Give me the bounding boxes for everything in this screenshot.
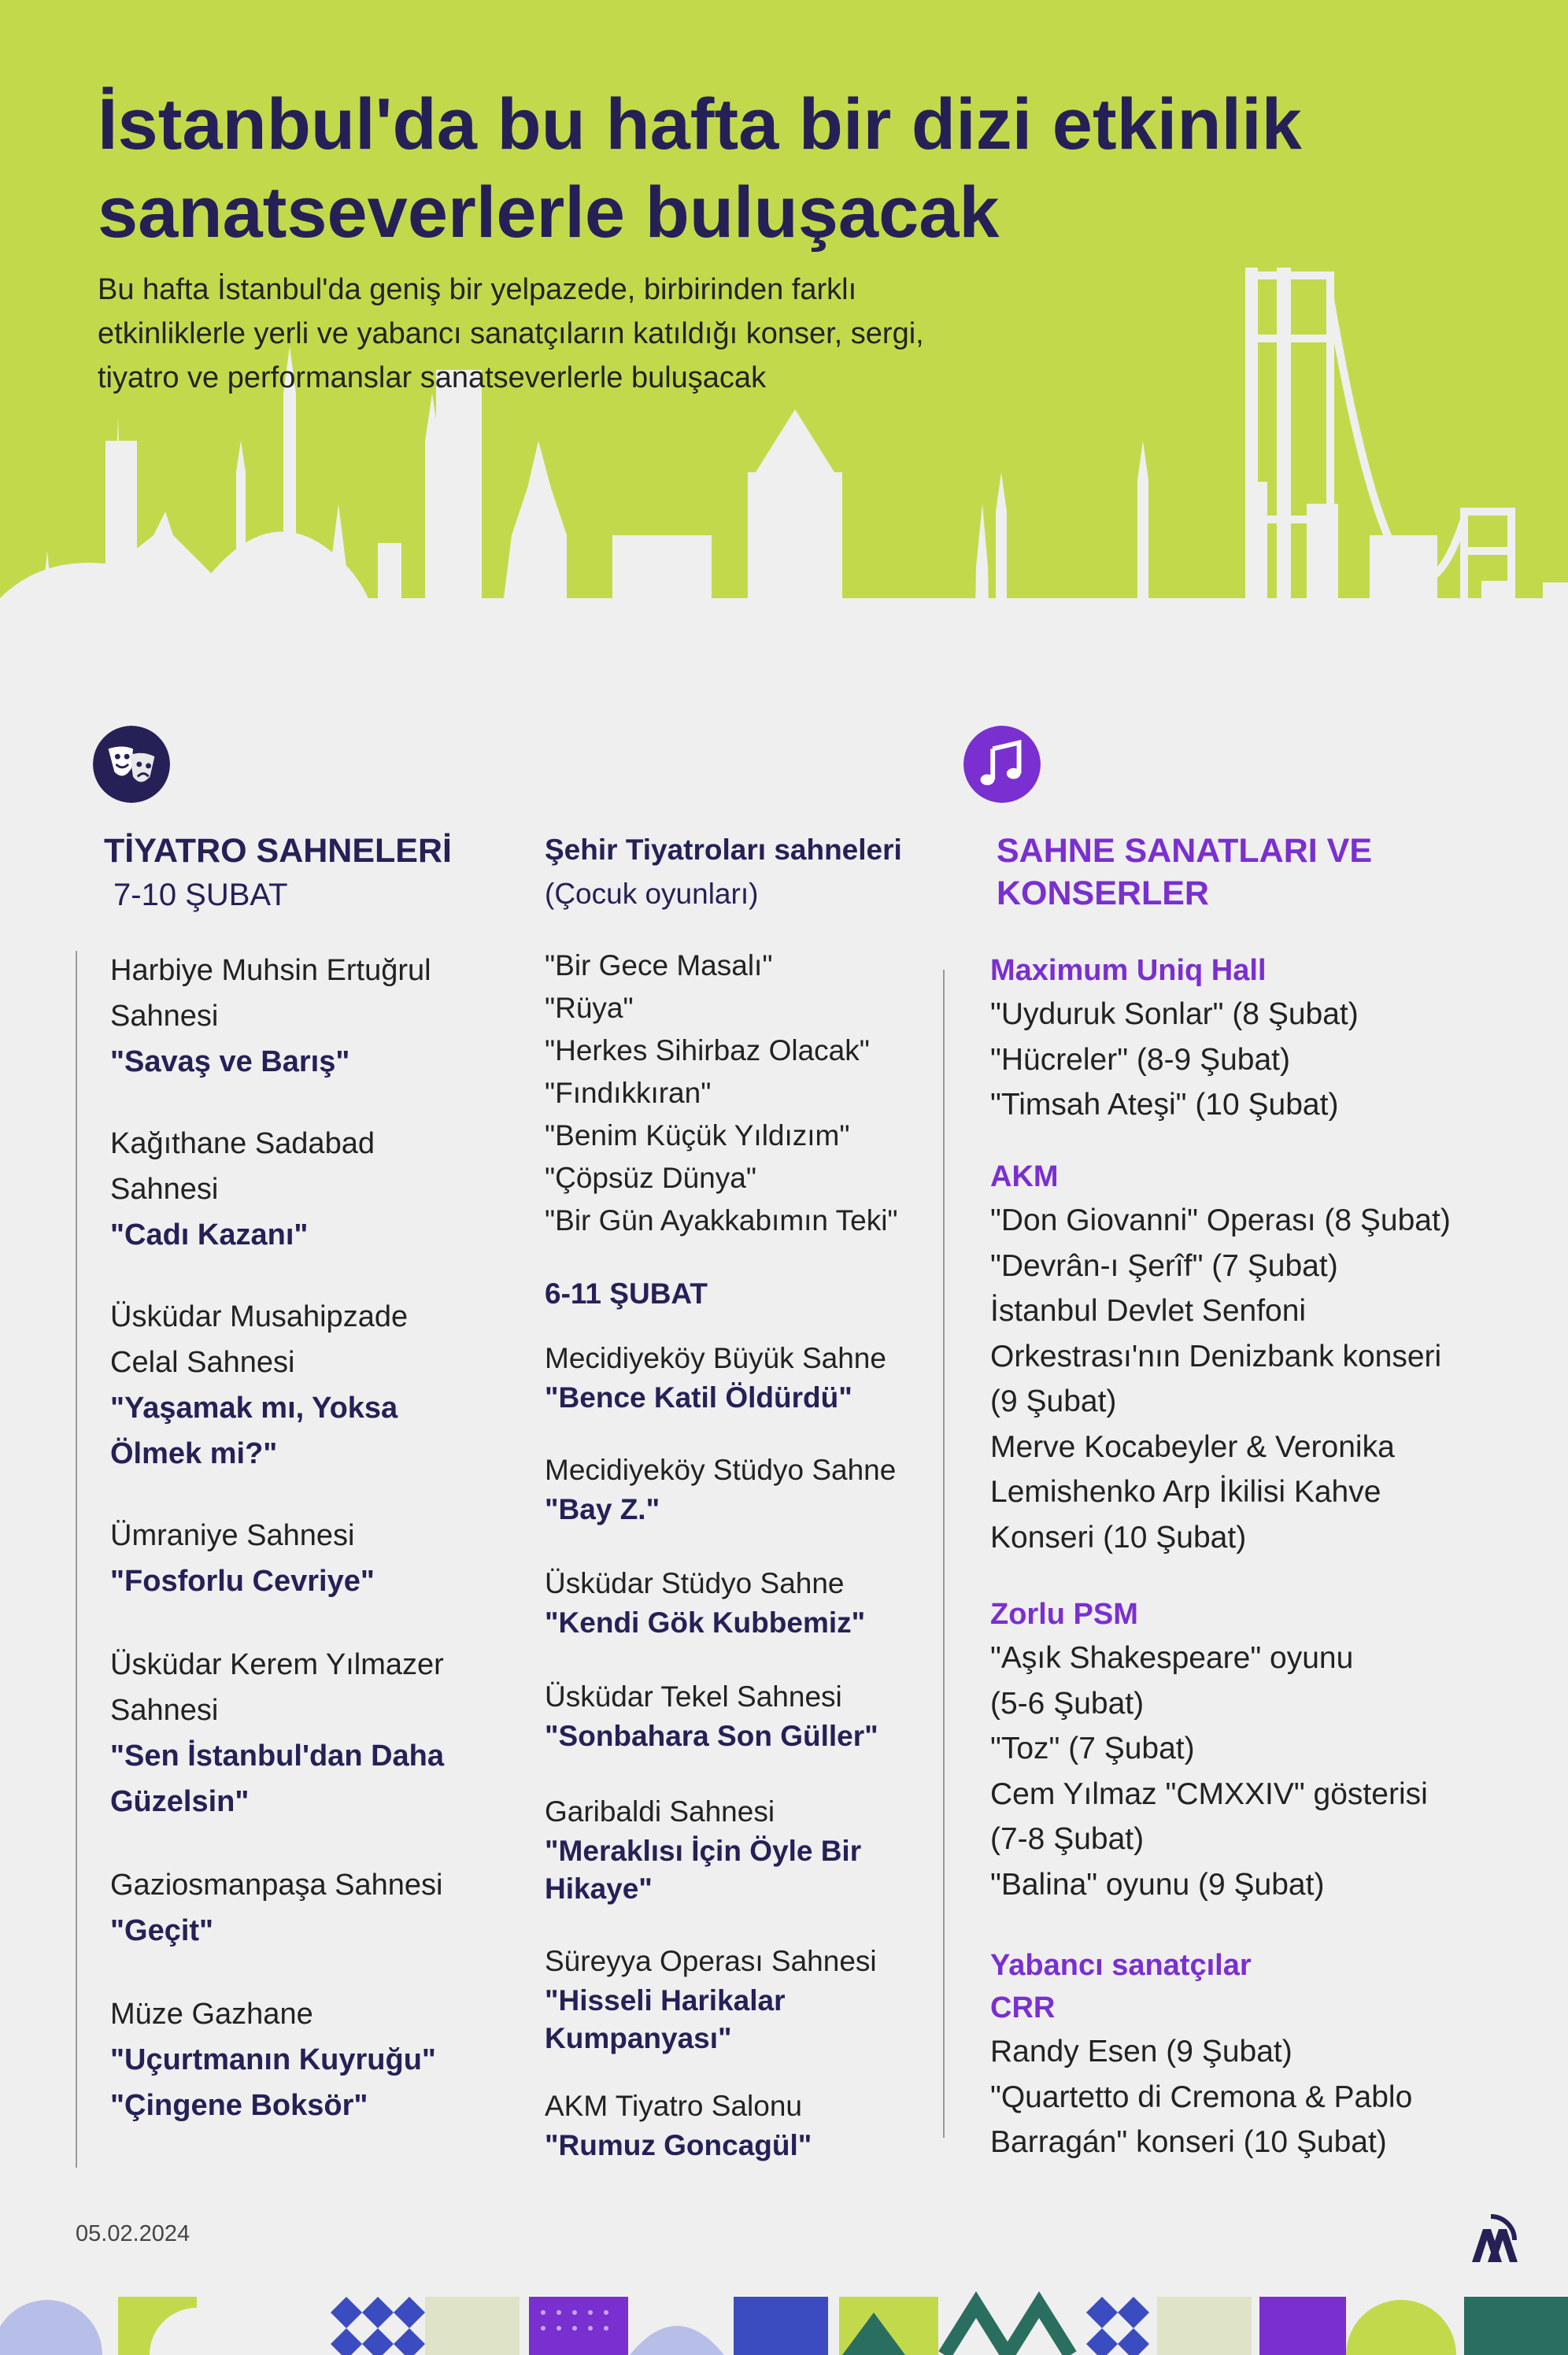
venue-name: Üsküdar Kerem Yılmazer Sahnesi [110, 1648, 444, 1727]
title-line-2: sanatseverlerle buluşacak [98, 172, 1000, 253]
play-title: "Meraklısı İçin Öyle Bir Hikaye" [545, 1835, 862, 1905]
event-line: Lemishenko Arp İkilisi Kahve [990, 1475, 1381, 1509]
event-line: "Quartetto di Cremona & Pablo [990, 2080, 1413, 2114]
venue-name: Ümraniye Sahnesi [110, 1519, 355, 1552]
venue-name: Kağıthane Sadabad Sahnesi [110, 1127, 375, 1206]
page-title [98, 80, 1436, 257]
list-item: "Herkes Sihirbaz Olacak" [545, 1034, 870, 1067]
event-line: (9 Şubat) [990, 1385, 1117, 1418]
list-item [545, 1941, 923, 2057]
list-item: "Bir Gün Ayakkabımın Teki" [545, 1204, 898, 1237]
play-title: "Fosforlu Cevriye" [110, 1565, 375, 1598]
play-title: "Hisseli Harikalar Kumpanyası" [545, 1984, 786, 2054]
venue-name: Üsküdar Stüdyo Sahne [545, 1567, 845, 1599]
concert-venue-block [990, 1155, 1478, 1560]
list-item [545, 1338, 954, 1417]
play-title: "Sonbahara Son Güller" [545, 1720, 878, 1752]
list-item [545, 1677, 954, 1755]
event-line: Cem Yılmaz "CMXXIV" gösterisi [990, 1776, 1428, 1811]
event-line: Randy Esen (9 Şubat) [990, 2035, 1292, 2068]
venue-name: Mecidiyeköy Stüdyo Sahne [545, 1454, 897, 1486]
list-item: "Çöpsüz Dünya" [545, 1162, 756, 1194]
concerts-title-line-1: SAHNE SANATLARI VE [997, 832, 1373, 870]
event-line: "Balina" oyunu (9 Şubat) [990, 1867, 1325, 1902]
event-line: Barragán" konseri (10 Şubat) [990, 2125, 1387, 2159]
play-title: "Bence Katil Öldürdü" [545, 1381, 852, 1414]
event-line: "Don Giovanni" Operası (8 Şubat) [990, 1203, 1451, 1237]
event-line: İstanbul Devlet Senfoni [990, 1294, 1307, 1328]
play-title: "Bay Z." [545, 1493, 660, 1525]
list-item: "Rüya" [545, 992, 634, 1024]
venue-name: Mecidiyeköy Büyük Sahne [545, 1342, 886, 1374]
page-subtitle: Bu hafta İstanbul'da geniş bir yelpazede, birbirinden farklı etkinliklerle yerli ve yabancı sanatçıların katıldığı konser, sergi, tiyatro ve performanslar sanatseverlerle buluşacak [98, 273, 924, 394]
theater-masks-icon [93, 726, 170, 803]
city-date: 6-11 ŞUBAT [545, 1277, 708, 1310]
aa-logo-icon [1463, 2212, 1519, 2268]
list-item [110, 1991, 457, 2128]
title-line-1: İstanbul'da bu hafta bir dizi etkinlik [98, 84, 1302, 165]
event-line: "Uyduruk Sonlar" (8 Şubat) [990, 997, 1359, 1031]
list-item: "Benim Küçük Yıldızım" [545, 1119, 850, 1152]
play-title: "Savaş ve Barış" [110, 1045, 350, 1078]
venue-name: Harbiye Muhsin Ertuğrul Sahnesi [110, 954, 431, 1033]
column-divider [943, 970, 945, 2138]
venue-name: Gaziosmanpaşa Sahnesi [110, 1869, 443, 1902]
list-item [545, 1791, 938, 1908]
venue-name: Maximum Uniq Hall [990, 954, 1267, 987]
column-divider [76, 951, 77, 2168]
event-line: "Aşık Shakespeare" oyunu [990, 1641, 1354, 1675]
event-line: "Devrân-ı Şerîf" (7 Şubat) [990, 1248, 1338, 1283]
event-line: "Timsah Ateşi" (10 Şubat) [990, 1088, 1339, 1122]
venue-name: Müze Gazhane [110, 1998, 313, 2031]
play-title: "Rumuz Goncagül" [545, 2129, 812, 2161]
play-title: "Kendi Gök Kubbemiz" [545, 1606, 866, 1639]
venue-name: Garibaldi Sahnesi [545, 1795, 775, 1828]
event-line: (5-6 Şubat) [990, 1686, 1145, 1721]
play-title: "Geçit" [110, 1914, 214, 1947]
event-line: (7-8 Şubat) [990, 1822, 1145, 1856]
theater-date: 7-10 ŞUBAT [113, 878, 288, 912]
concert-venue-block [990, 949, 1478, 1128]
play-title: "Uçurtmanın Kuyruğu" "Çingene Boksör" [110, 2043, 436, 2122]
list-item: "Fındıkkıran" [545, 1077, 712, 1109]
city-section-subtitle: (Çocuk oyunları) [545, 878, 759, 910]
list-item [545, 1563, 954, 1642]
venue-name: CRR [990, 1991, 1056, 2024]
venue-name: Süreyya Operası Sahnesi [545, 1945, 877, 1977]
list-item [110, 1121, 480, 1258]
event-line: Merve Kocabeyler & Veronika [990, 1429, 1395, 1464]
event-line: Orkestrası'nın Denizbank konseri [990, 1339, 1442, 1373]
venue-name: Yabancı sanatçılar [990, 1949, 1252, 1982]
concert-venue-block [990, 1593, 1478, 1907]
concerts-section-title [997, 830, 1372, 915]
venue-name: AKM [990, 1160, 1059, 1193]
theater-section-title: TİYATRO SAHNELERİ [104, 832, 452, 870]
venue-name: Zorlu PSM [990, 1598, 1138, 1631]
list-item [545, 1450, 954, 1529]
venue-name: AKM Tiyatro Salonu [545, 2090, 802, 2122]
city-section-title: Şehir Tiyatroları sahneleri [545, 834, 902, 866]
list-item [110, 1513, 480, 1604]
list-item [110, 948, 480, 1085]
play-title: "Cadı Kazanı" [110, 1218, 309, 1251]
music-notes-icon [963, 726, 1041, 803]
list-item [110, 1294, 480, 1477]
list-item [110, 1862, 480, 1954]
publish-date: 05.02.2024 [76, 2221, 190, 2246]
event-line: Konseri (10 Şubat) [990, 1520, 1247, 1555]
event-line: "Hücreler" (8-9 Şubat) [990, 1042, 1290, 1077]
play-title: "Sen İstanbul'dan Daha Güzelsin" [110, 1739, 445, 1818]
play-title: "Yaşamak mı, Yoksa Ölmek mi?" [110, 1392, 398, 1470]
concert-venue-block [990, 1944, 1478, 2165]
venue-name: Üsküdar Tekel Sahnesi [545, 1680, 842, 1713]
concerts-title-line-2: KONSERLER [997, 874, 1209, 912]
venue-name: Üsküdar Musahipzade Celal Sahnesi [110, 1300, 409, 1379]
kids-plays-list [545, 945, 954, 1242]
list-item: "Bir Gece Masalı" [545, 949, 773, 982]
decorative-pattern-strip [0, 2289, 1568, 2355]
event-line: "Toz" (7 Şubat) [990, 1732, 1195, 1765]
list-item [545, 2086, 954, 2165]
list-item [110, 1642, 480, 1824]
